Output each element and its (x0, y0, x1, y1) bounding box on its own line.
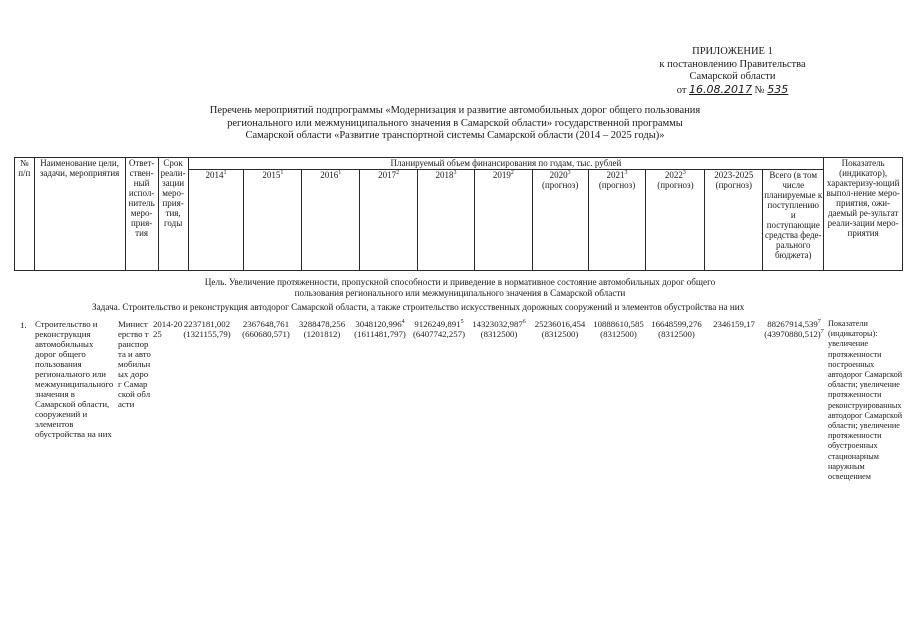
header-term: Срок реали-зации меро-прия-тия, годы (158, 158, 188, 271)
decree-number: 535 (767, 82, 789, 96)
goal-text (150, 277, 770, 298)
plan-table-header (14, 157, 903, 271)
header-year-2022: 2022$^3$ (прогноз) (646, 170, 705, 271)
header-year-2014: 2014$^1$ (188, 170, 244, 271)
row-responsible: Министерство транспорта и автомобильных дорог Самарской области (118, 319, 151, 409)
title-line3: Самарской области «Развитие транспортной системы Самарской области (2014 – 2025 годы)» (245, 130, 665, 141)
title-line1: Перечень мероприятий подпрограммы «Модернизация и развитие автомобильных дорог общего пользования (209, 105, 701, 116)
appendix-block (560, 46, 905, 97)
row-indicator: Показатели (индикаторы): увеличение протяженности построенных автодорог Самарской области; увеличение протяженности реконструированных автодорог Самарской области; увеличение протяженности обустроенных стационарным наружным освещением (828, 319, 903, 482)
amount-2015: 2367648,761 (660680,571) (242, 319, 290, 339)
header-responsible: Ответ-ствен-ный испол-нитель меро-прия-тия (125, 158, 158, 271)
row-name: Строительство и реконструкция автомобильных дорог общего пользования регионального или межмуниципального значения в Самарской области, сооружений и элементов обустройства на них (35, 319, 114, 439)
from-label: от (676, 84, 687, 96)
header-year-2018: 2018$^3$ (418, 170, 475, 271)
appendix-title: ПРИЛОЖЕНИЕ 1 (692, 46, 773, 57)
amount-2018: 9126249,891$^5$ (6407742,257) (412, 319, 466, 339)
header-year-2021: 2021$^3$ (прогноз) (588, 170, 646, 271)
amount-2023-2025: 2346159,17 (713, 319, 755, 329)
appendix-line2: Самарской области (689, 71, 776, 82)
amount-2022: 16648599,276 (8312500) (651, 319, 702, 339)
header-total: Всего (в том числе планируемые к поступлению и поступающие средства феде-рального бюджета) (763, 170, 824, 271)
header-num: № п/п (15, 158, 35, 271)
header-financing: Планируемый объем финансирования по годам, тыс. рублей (188, 158, 824, 170)
row-number: 1. (20, 320, 27, 330)
header-year-2015: 2015$^1$ (244, 170, 302, 271)
goal-line2: пользования регионального или межмуниципального значения в Самарской области (294, 287, 626, 298)
amount-2021: 10888610,585 (8312500) (593, 319, 644, 339)
goal-line1: Цель. Увеличение протяженности, пропускной способности и приведение в нормативное состояние автомобильных дорог общего (204, 277, 716, 287)
row-term: 2014-2025 (153, 319, 183, 339)
header-indicator: Показатель (индикатор), характеризу-ющий выпол-нение меро-приятия, ожи-даемый ре-зультат реали-зации меро-приятия (824, 158, 903, 271)
header-year-2016: 2016$^1$ (302, 170, 360, 271)
task-text: Задача. Строительство и реконструкция автодорог Самарской области, а также строительство искусственных дорожных сооружений и элементов обустройства на них (92, 302, 745, 312)
header-year-2020: 2020$^3$ (прогноз) (532, 170, 588, 271)
decree-date: 16.08.2017 (689, 82, 753, 96)
amount-2016: 3288478,256 (1201812) (298, 319, 346, 339)
amount-2020: 25236016,454 (8312500) (534, 319, 586, 339)
appendix-line1: к постановлению Правительства (659, 58, 806, 70)
amount-2019: 14323032,987$^6$ (8312500) (472, 319, 526, 339)
amount-2014: 2237181,002 (1321155,79) (183, 319, 231, 339)
amount-total: 88267914,539$^7$ $(43970880,512)^7$ (764, 319, 824, 339)
appendix-date-line (560, 84, 905, 98)
header-year-2023-2025: 2023-2025 (прогноз) (705, 170, 763, 271)
amount-2017: 3048120,996$^4$ (1611481,797) (354, 319, 406, 339)
document-title (160, 105, 750, 143)
title-line2: регионального или межмуниципального значения в Самарской области» государственной программы (227, 117, 683, 129)
header-year-2017: 2017$^2$ (360, 170, 418, 271)
number-label: № (754, 84, 765, 96)
header-year-2019: 2019$^2$ (474, 170, 532, 271)
header-name: Наименование цели, задачи, мероприятия (34, 158, 125, 271)
